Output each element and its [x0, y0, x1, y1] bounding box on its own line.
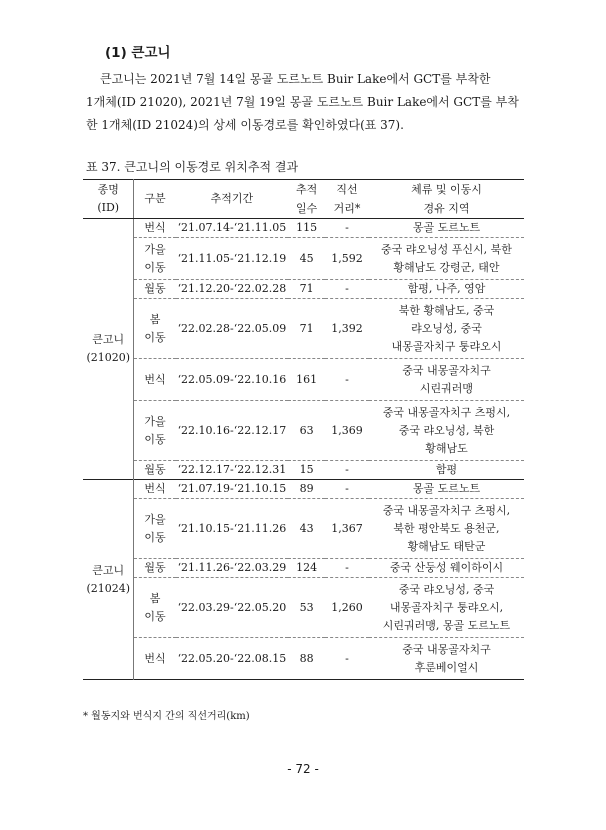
table-row [83, 219, 524, 238]
period-cell: ‘21.11.05-‘21.12.19 [176, 238, 289, 280]
route-cell: 중국 내몽골자치구 츠펑시, 중국 랴오닝성, 북한 황해남도 [369, 401, 524, 461]
route-cell: 중국 랴오닝성 푸신시, 북한 황해남도 강령군, 태안 [369, 238, 524, 280]
category-cell: 번식 [144, 221, 166, 234]
distance-cell: - [325, 480, 369, 499]
header-distance-2: 거리* [325, 199, 369, 219]
period-cell: ‘22.12.17-‘22.12.31 [176, 461, 289, 480]
period-cell: ‘22.02.28-‘22.05.09 [176, 299, 289, 359]
route-cell: 북한 황해남도, 중국 랴오닝성, 중국 내몽골자치구 퉁랴오시 [369, 299, 524, 359]
intro-paragraph [86, 68, 528, 137]
page-number: - 72 - [287, 762, 319, 776]
table-row [83, 401, 524, 461]
days-cell: 71 [288, 280, 325, 299]
table-row [83, 559, 524, 578]
header-days-2: 일수 [288, 199, 325, 219]
table-row [83, 480, 524, 499]
paragraph-line: 한 1개체(ID 21024)의 상세 이동경로를 확인하였다(표 37). [86, 118, 404, 132]
period-cell: ‘22.03.29-‘22.05.20 [176, 578, 289, 638]
table-row [83, 238, 524, 280]
period-cell: ‘22.05.09-‘22.10.16 [176, 359, 289, 401]
table-row [83, 280, 524, 299]
table-row [83, 299, 524, 359]
route-cell: 함평 [369, 461, 524, 480]
paragraph-line: 1개체(ID 21020), 2021년 7월 19일 몽골 도르노트 Buir Lake에서 GCT를 부착 [86, 95, 519, 109]
header-period: 추적기간 [176, 180, 289, 219]
distance-cell: 1,260 [325, 578, 369, 638]
period-cell: ‘21.10.15-‘21.11.26 [176, 499, 289, 559]
header-days: 추적 [296, 182, 318, 196]
category-cell: 월동 [134, 461, 176, 480]
category-cell: 봄 이동 [134, 299, 176, 359]
distance-cell: 1,369 [325, 401, 369, 461]
category-cell: 월동 [134, 280, 176, 299]
days-cell: 88 [288, 638, 325, 680]
category-cell: 가을 이동 [134, 238, 176, 280]
days-cell: 63 [288, 401, 325, 461]
table-row [83, 578, 524, 638]
species-cell: 큰고니 (21020) [83, 219, 134, 480]
header-route: 체류 및 이동시 [411, 182, 482, 196]
days-cell: 53 [288, 578, 325, 638]
paragraph-line: 큰고니는 2021년 7월 14일 몽골 도르노트 Buir Lake에서 GCT를 부착한 [100, 72, 491, 86]
distance-cell: 1,592 [325, 238, 369, 280]
period-cell: ‘21.07.14-‘21.11.05 [177, 221, 287, 234]
period-cell: ‘21.07.19-‘21.10.15 [176, 480, 289, 499]
days-cell: 161 [288, 359, 325, 401]
days-cell: 115 [296, 221, 318, 234]
category-cell: 번식 [134, 359, 176, 401]
table-row [83, 499, 524, 559]
category-cell: 가을 이동 [134, 499, 176, 559]
distance-cell: - [325, 280, 369, 299]
distance-cell: 1,367 [325, 499, 369, 559]
table-footnote: * 월동지와 번식지 간의 직선거리(km) [83, 711, 250, 722]
route-cell: 중국 내몽골자치구 츠펑시, 북한 평안북도 용천군, 황해남도 태탄군 [369, 499, 524, 559]
route-cell: 몽골 도르노트 [412, 221, 481, 234]
section-heading: (1) 큰고니 [105, 45, 171, 61]
category-cell: 번식 [134, 638, 176, 680]
tracking-results-table [83, 179, 524, 680]
table-row [83, 359, 524, 401]
header-species: 종명 (ID) [83, 180, 134, 219]
route-cell: 중국 산둥성 웨이하이시 [369, 559, 524, 578]
period-cell: ‘21.11.26-‘22.03.29 [176, 559, 289, 578]
header-route-2: 경유 지역 [369, 199, 524, 219]
distance-cell: - [325, 638, 369, 680]
period-cell: ‘22.05.20-‘22.08.15 [176, 638, 289, 680]
days-cell: 89 [288, 480, 325, 499]
category-cell: 월동 [134, 559, 176, 578]
route-cell: 몽골 도르노트 [369, 480, 524, 499]
category-cell: 번식 [134, 480, 176, 499]
period-cell: ‘22.10.16-‘22.12.17 [176, 401, 289, 461]
header-distance: 직선 [336, 182, 358, 196]
distance-cell: 1,392 [325, 299, 369, 359]
days-cell: 43 [288, 499, 325, 559]
table-caption: 표 37. 큰고니의 이동경로 위치추적 결과 [86, 160, 299, 174]
route-cell: 중국 내몽골자치구 후룬베이얼시 [369, 638, 524, 680]
distance-cell: - [325, 359, 369, 401]
header-category: 구분 [134, 180, 176, 219]
distance-cell: - [345, 221, 349, 234]
days-cell: 15 [288, 461, 325, 480]
category-cell: 가을 이동 [134, 401, 176, 461]
route-cell: 중국 내몽골자치구 시린궈러맹 [369, 359, 524, 401]
days-cell: 45 [288, 238, 325, 280]
days-cell: 71 [288, 299, 325, 359]
distance-cell: - [325, 559, 369, 578]
category-cell: 봄 이동 [134, 578, 176, 638]
species-cell: 큰고니 (21024) [83, 480, 134, 680]
distance-cell: - [325, 461, 369, 480]
route-cell: 중국 랴오닝성, 중국 내몽골자치구 퉁랴오시, 시린궈러맹, 몽골 도르노트 [369, 578, 524, 638]
table-row [83, 461, 524, 480]
days-cell: 124 [288, 559, 325, 578]
period-cell: ‘21.12.20-‘22.02.28 [176, 280, 289, 299]
route-cell: 함평, 나주, 영암 [369, 280, 524, 299]
table-row [83, 638, 524, 680]
